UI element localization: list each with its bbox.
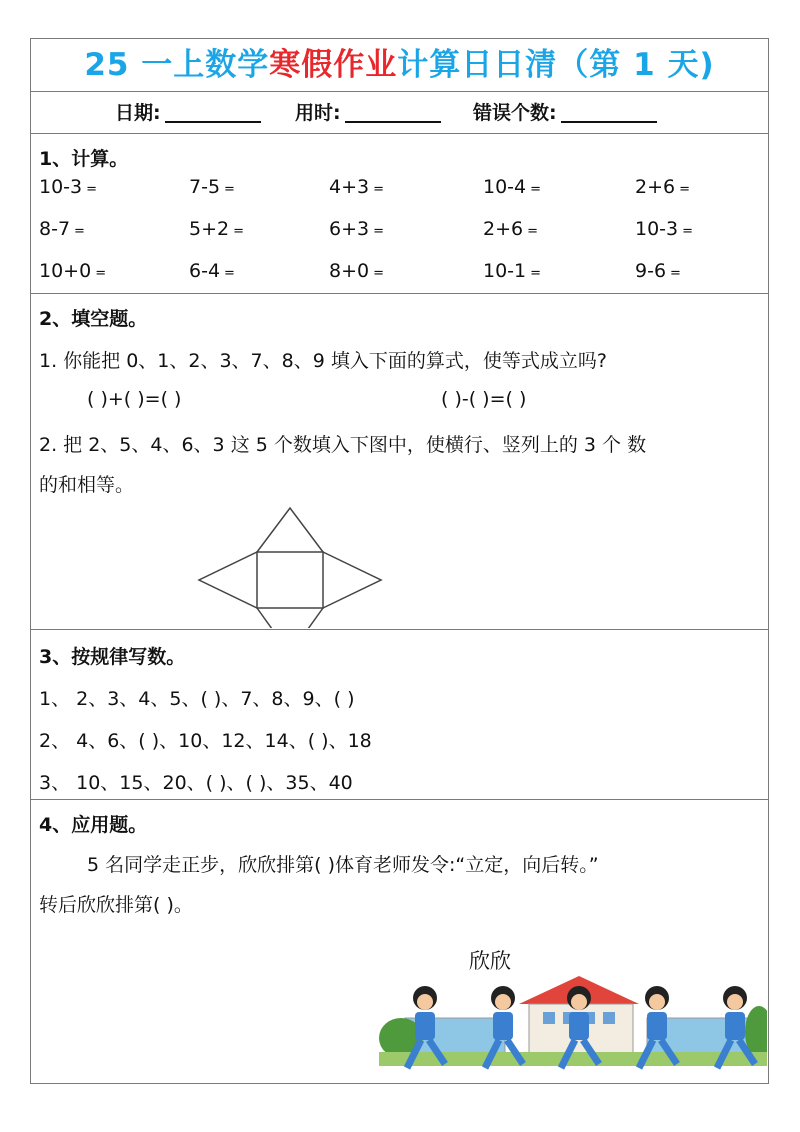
square-triangles-diagram bbox=[191, 504, 391, 628]
question-1-equation-add: ( )+( )=( ) bbox=[87, 388, 182, 410]
calc-expression: 10+0 bbox=[39, 260, 92, 282]
section-fill-blank bbox=[31, 293, 768, 629]
calc-item bbox=[329, 176, 384, 198]
diagram-bottom-triangle bbox=[257, 608, 323, 628]
section4-heading: 4、应用题。 bbox=[39, 814, 148, 836]
time-blank[interactable] bbox=[345, 101, 441, 123]
calc-equals: = bbox=[670, 266, 681, 281]
calc-equals: = bbox=[373, 224, 385, 239]
calc-expression: 9-6 bbox=[635, 260, 667, 282]
calc-item bbox=[189, 218, 244, 240]
calc-equals: = bbox=[679, 182, 691, 197]
calc-equals: = bbox=[74, 224, 85, 239]
date-label: 日期: bbox=[115, 102, 161, 124]
calc-expression: 4+3 bbox=[329, 176, 370, 198]
calc-expression: 10-4 bbox=[483, 176, 527, 198]
figure-label: 欣欣 bbox=[469, 949, 511, 973]
calc-item bbox=[189, 176, 235, 198]
calc-expression: 10-3 bbox=[39, 176, 83, 198]
title-part-1: 25 一上数学 bbox=[84, 47, 270, 83]
section-number-pattern bbox=[31, 629, 768, 799]
title-part-3: 计算日日清（第 1 天) bbox=[397, 47, 715, 83]
worksheet bbox=[30, 38, 769, 1084]
calc-equals: = bbox=[224, 266, 235, 281]
students-marching-illustration bbox=[379, 940, 767, 1086]
calc-item bbox=[39, 260, 106, 282]
calc-expression: 2+6 bbox=[635, 176, 676, 198]
calc-equals: = bbox=[95, 266, 107, 281]
question-2-line-1: 2. 把 2、5、4、6、3 这 5 个数填入下图中，使横行、竖列上的 3 个 数 bbox=[39, 434, 647, 456]
calc-expression: 8+0 bbox=[329, 260, 370, 282]
errors-blank[interactable] bbox=[561, 101, 657, 123]
pattern-item-3: 3、 10、15、20、( )、( )、35、40 bbox=[39, 772, 353, 794]
section-calculation bbox=[31, 133, 768, 293]
calc-equals: = bbox=[530, 266, 542, 281]
diagram-center-square bbox=[257, 552, 323, 608]
date-field bbox=[115, 92, 261, 134]
calc-equals: = bbox=[86, 182, 98, 197]
calc-expression: 5+2 bbox=[189, 218, 230, 240]
calc-item bbox=[483, 218, 538, 240]
calc-item bbox=[635, 176, 690, 198]
pattern-item-2: 2、 4、6、( )、10、12、14、( )、18 bbox=[39, 730, 372, 752]
calc-equals: = bbox=[224, 182, 235, 197]
calc-item bbox=[189, 260, 235, 282]
word-problem-line-2: 转后欣欣排第( )。 bbox=[39, 894, 193, 916]
question-2-line-2: 的和相等。 bbox=[39, 474, 135, 496]
calc-item bbox=[39, 218, 85, 240]
pattern-item-1: 1、 2、3、4、5、( )、7、8、9、( ) bbox=[39, 688, 355, 710]
calc-expression: 2+6 bbox=[483, 218, 524, 240]
calc-equals: = bbox=[373, 266, 385, 281]
diagram-left-triangle bbox=[199, 552, 257, 608]
section1-heading: 1、计算。 bbox=[39, 148, 129, 170]
calc-equals: = bbox=[682, 224, 694, 239]
calc-item bbox=[635, 260, 681, 282]
errors-field bbox=[473, 92, 657, 134]
time-field bbox=[295, 92, 441, 134]
calc-equals: = bbox=[233, 224, 245, 239]
calc-expression: 6-4 bbox=[189, 260, 221, 282]
calc-equals: = bbox=[527, 224, 539, 239]
title-part-2: 寒假作业 bbox=[269, 47, 398, 83]
errors-label: 错误个数: bbox=[473, 102, 557, 124]
section2-heading: 2、填空题。 bbox=[39, 308, 148, 330]
calc-item bbox=[39, 176, 97, 198]
word-problem-line-1: 5 名同学走正步，欣欣排第( )体育老师发令:“立定，向后转。” bbox=[87, 854, 599, 876]
page-title bbox=[31, 39, 768, 91]
calc-expression: 7-5 bbox=[189, 176, 221, 198]
calc-expression: 10-3 bbox=[635, 218, 679, 240]
section3-heading: 3、按规律写数。 bbox=[39, 646, 186, 668]
calc-equals: = bbox=[373, 182, 385, 197]
calc-item bbox=[483, 260, 541, 282]
info-row bbox=[31, 91, 768, 133]
calc-item bbox=[483, 176, 541, 198]
time-label: 用时: bbox=[295, 102, 341, 124]
question-1-equation-sub: ( )-( )=( ) bbox=[441, 388, 527, 410]
calc-item bbox=[329, 218, 384, 240]
date-blank[interactable] bbox=[165, 101, 261, 123]
calc-expression: 6+3 bbox=[329, 218, 370, 240]
diagram-top-triangle bbox=[257, 508, 323, 552]
calc-expression: 8-7 bbox=[39, 218, 71, 240]
calc-expression: 10-1 bbox=[483, 260, 527, 282]
question-1: 1. 你能把 0、1、2、3、7、8、9 填入下面的算式，使等式成立吗? bbox=[39, 350, 607, 372]
calc-item bbox=[635, 218, 693, 240]
calc-item bbox=[329, 260, 384, 282]
diagram-right-triangle bbox=[323, 552, 381, 608]
calc-equals: = bbox=[530, 182, 542, 197]
section-word-problem bbox=[31, 799, 768, 1083]
